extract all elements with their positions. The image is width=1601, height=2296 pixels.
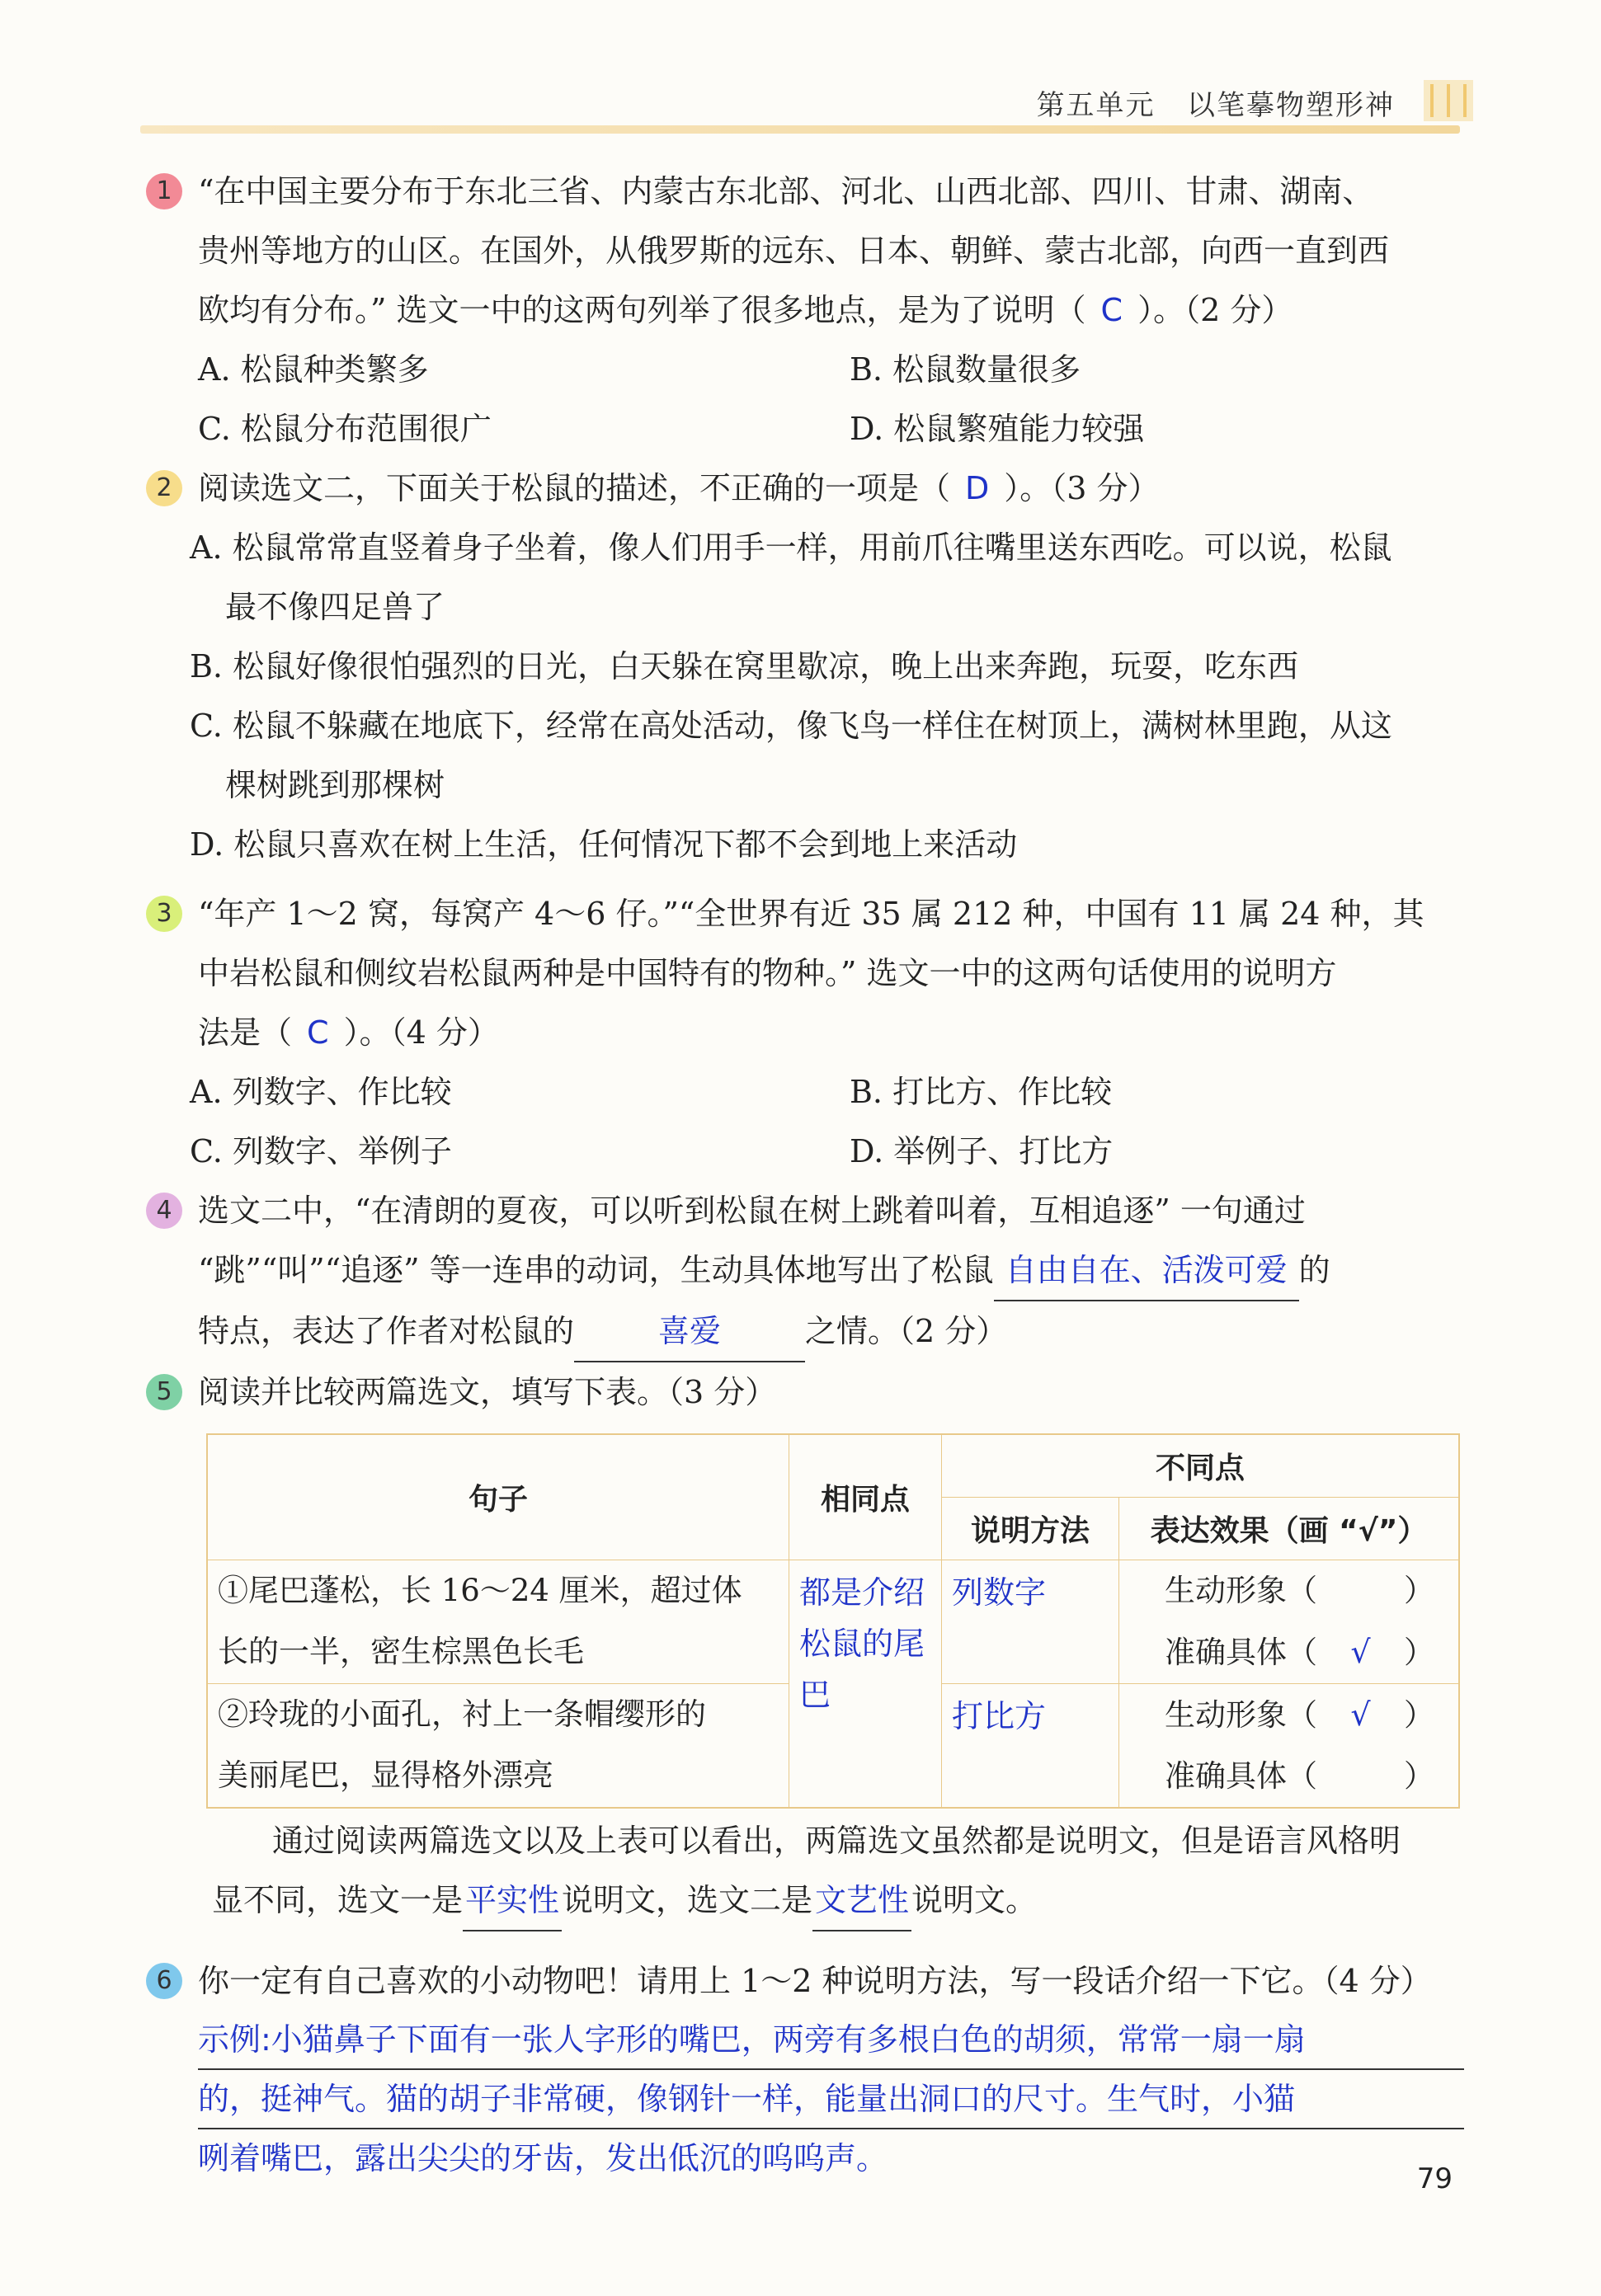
answer-choice[interactable]: C <box>307 1014 329 1051</box>
option-a-cont: 最不像四足兽了 <box>225 589 445 625</box>
option-d[interactable]: D. 松鼠只喜欢在树上生活，任何情况下都不会到地上来活动 <box>190 826 1018 863</box>
effect-vivid[interactable]: 生动形象（ ） <box>1165 1572 1434 1608</box>
decoration-icon <box>1420 76 1477 125</box>
page-header <box>0 0 1601 140</box>
question-text: 特点，表达了作者对松鼠的 喜爱 之情。（2 分） <box>198 1301 1464 1362</box>
option-a[interactable]: A. 松鼠种类繁多 <box>198 351 429 388</box>
option-d[interactable]: D. 举例子、打比方 <box>850 1133 1114 1169</box>
question-text: “在中国主要分布于东北三省、内蒙古东北部、河北、山西北部、四川、甘肃、湖南、 <box>198 173 1374 209</box>
answer-choice[interactable]: C <box>1100 292 1123 328</box>
table-row: ①尾巴蓬松，长 16～24 厘米，超过体 长的一半，密生棕黑色长毛 <box>207 1560 789 1683</box>
unit-title <box>1037 82 1395 123</box>
header-sentence: 句子 <box>207 1434 789 1560</box>
check-mark: √ <box>1350 1633 1371 1670</box>
unit-label: 第五单元 <box>1036 89 1156 122</box>
page-number: 79 <box>1416 2162 1453 2195</box>
question-1 <box>153 162 1464 459</box>
option-a[interactable]: A. 列数字、作比较 <box>190 1074 452 1110</box>
question-text: “跳”“叫”“追逐” 等一连串的动词，生动具体地写出了松鼠 自由自在、活泼可爱 的 <box>198 1240 1464 1301</box>
question-5-summary <box>153 1811 1464 1931</box>
answer-blank[interactable]: 平实性 <box>463 1870 562 1931</box>
question-number: 5 <box>146 1374 182 1410</box>
option-a[interactable]: A. 松鼠常常直竖着身子坐着，像人们用手一样，用前爪往嘴里送东西吃。可以说，松鼠 <box>190 529 1392 566</box>
question-3 <box>153 884 1464 1181</box>
unit-topic: 以笔摹物塑形神 <box>1187 89 1395 122</box>
question-number: 4 <box>146 1193 182 1229</box>
answer-same[interactable]: 都是介绍松鼠的尾巴 <box>789 1560 942 1808</box>
effect-accurate[interactable]: 准确具体（ √ ） <box>1165 1621 1448 1683</box>
answer-line[interactable]: 的，挺神气。猫的胡子非常硬，像钢针一样，能量出洞口的尺寸。生气时，小猫 <box>198 2070 1464 2129</box>
question-6 <box>153 1951 1464 2187</box>
comparison-table <box>206 1433 1460 1809</box>
option-c[interactable]: C. 松鼠分布范围很广 <box>198 411 492 447</box>
answer-method[interactable]: 列数字 <box>942 1560 1119 1683</box>
option-c[interactable]: C. 列数字、举例子 <box>190 1133 452 1169</box>
answer-choice[interactable]: D <box>965 470 990 506</box>
question-text: 法是（ C ）。（4 分） <box>198 1014 499 1051</box>
summary-text: 通过阅读两篇选文以及上表可以看出，两篇选文虽然都是说明文，但是语言风格明 <box>272 1823 1401 1859</box>
answer-line[interactable]: 咧着嘴巴，露出尖尖的牙齿，发出低沉的呜呜声。 <box>198 2140 888 2176</box>
answer-blank[interactable]: 文艺性 <box>812 1870 911 1931</box>
question-text: 阅读并比较两篇选文，填写下表。（3 分） <box>198 1374 777 1410</box>
effect-cell <box>1119 1683 1460 1808</box>
question-text: 欧均有分布。” 选文一中的这两句列举了很多地点，是为了说明（ C ）。（2 分） <box>198 292 1293 328</box>
option-b[interactable]: B. 松鼠数量很多 <box>850 351 1081 388</box>
header-same: 相同点 <box>789 1434 942 1560</box>
question-text: “年产 1～2 窝，每窝产 4～6 仔。”“全世界有近 35 属 212 种，中国有 11 属 24 种，其 <box>198 896 1424 932</box>
table-row: ②玲珑的小面孔，衬上一条帽缨形的 美丽尾巴，显得格外漂亮 <box>207 1683 789 1808</box>
question-number: 3 <box>146 896 182 932</box>
option-d[interactable]: D. 松鼠繁殖能力较强 <box>850 411 1145 447</box>
question-text: 阅读选文二，下面关于松鼠的描述，不正确的一项是（ D ）。（3 分） <box>198 470 1160 506</box>
check-mark: √ <box>1350 1696 1371 1733</box>
question-text: 中岩松鼠和侧纹岩松鼠两种是中国特有的物种。” 选文一中的这两句话使用的说明方 <box>198 955 1337 991</box>
question-5 <box>153 1362 1464 1422</box>
header-effect: 表达效果（画 “√”） <box>1119 1497 1460 1560</box>
answer-method[interactable]: 打比方 <box>942 1683 1119 1808</box>
header-method: 说明方法 <box>942 1497 1119 1560</box>
question-number: 2 <box>146 470 182 506</box>
option-c-cont: 棵树跳到那棵树 <box>225 767 445 803</box>
question-text: 你一定有自己喜欢的小动物吧！请用上 1～2 种说明方法，写一段话介绍一下它。（4 分） <box>198 1963 1432 1999</box>
question-2 <box>153 459 1464 874</box>
question-text: 贵州等地方的山区。在国外，从俄罗斯的远东、日本、朝鲜、蒙古北部，向西一直到西 <box>198 233 1390 269</box>
answer-blank[interactable]: 喜爱 <box>574 1301 805 1362</box>
option-b[interactable]: B. 打比方、作比较 <box>850 1074 1113 1110</box>
effect-cell <box>1119 1560 1460 1683</box>
question-4 <box>153 1181 1464 1362</box>
question-number: 1 <box>146 173 182 209</box>
option-c[interactable]: C. 松鼠不躲藏在地底下，经常在高处活动，像飞鸟一样住在树顶上，满树林里跑，从这 <box>190 708 1392 744</box>
effect-vivid[interactable]: 生动形象（ √ ） <box>1165 1684 1448 1746</box>
question-text: 选文二中，“在清朗的夏夜，可以听到松鼠在树上跳着叫着，互相追逐” 一句通过 <box>198 1193 1306 1229</box>
answer-blank[interactable]: 自由自在、活泼可爱 <box>994 1240 1299 1301</box>
header-diff: 不同点 <box>942 1434 1460 1497</box>
effect-accurate[interactable]: 准确具体（ ） <box>1165 1757 1434 1794</box>
option-b[interactable]: B. 松鼠好像很怕强烈的日光，白天躲在窝里歇凉，晚上出来奔跑，玩耍，吃东西 <box>190 648 1299 685</box>
question-number: 6 <box>146 1963 182 1999</box>
answer-line[interactable]: 示例:小猫鼻子下面有一张人字形的嘴巴，两旁有多根白色的胡须，常常一扇一扇 <box>198 2011 1464 2070</box>
summary-text: 显不同，选文一是平实性说明文，选文二是文艺性说明文。 <box>153 1870 1464 1931</box>
header-rule <box>140 125 1460 134</box>
